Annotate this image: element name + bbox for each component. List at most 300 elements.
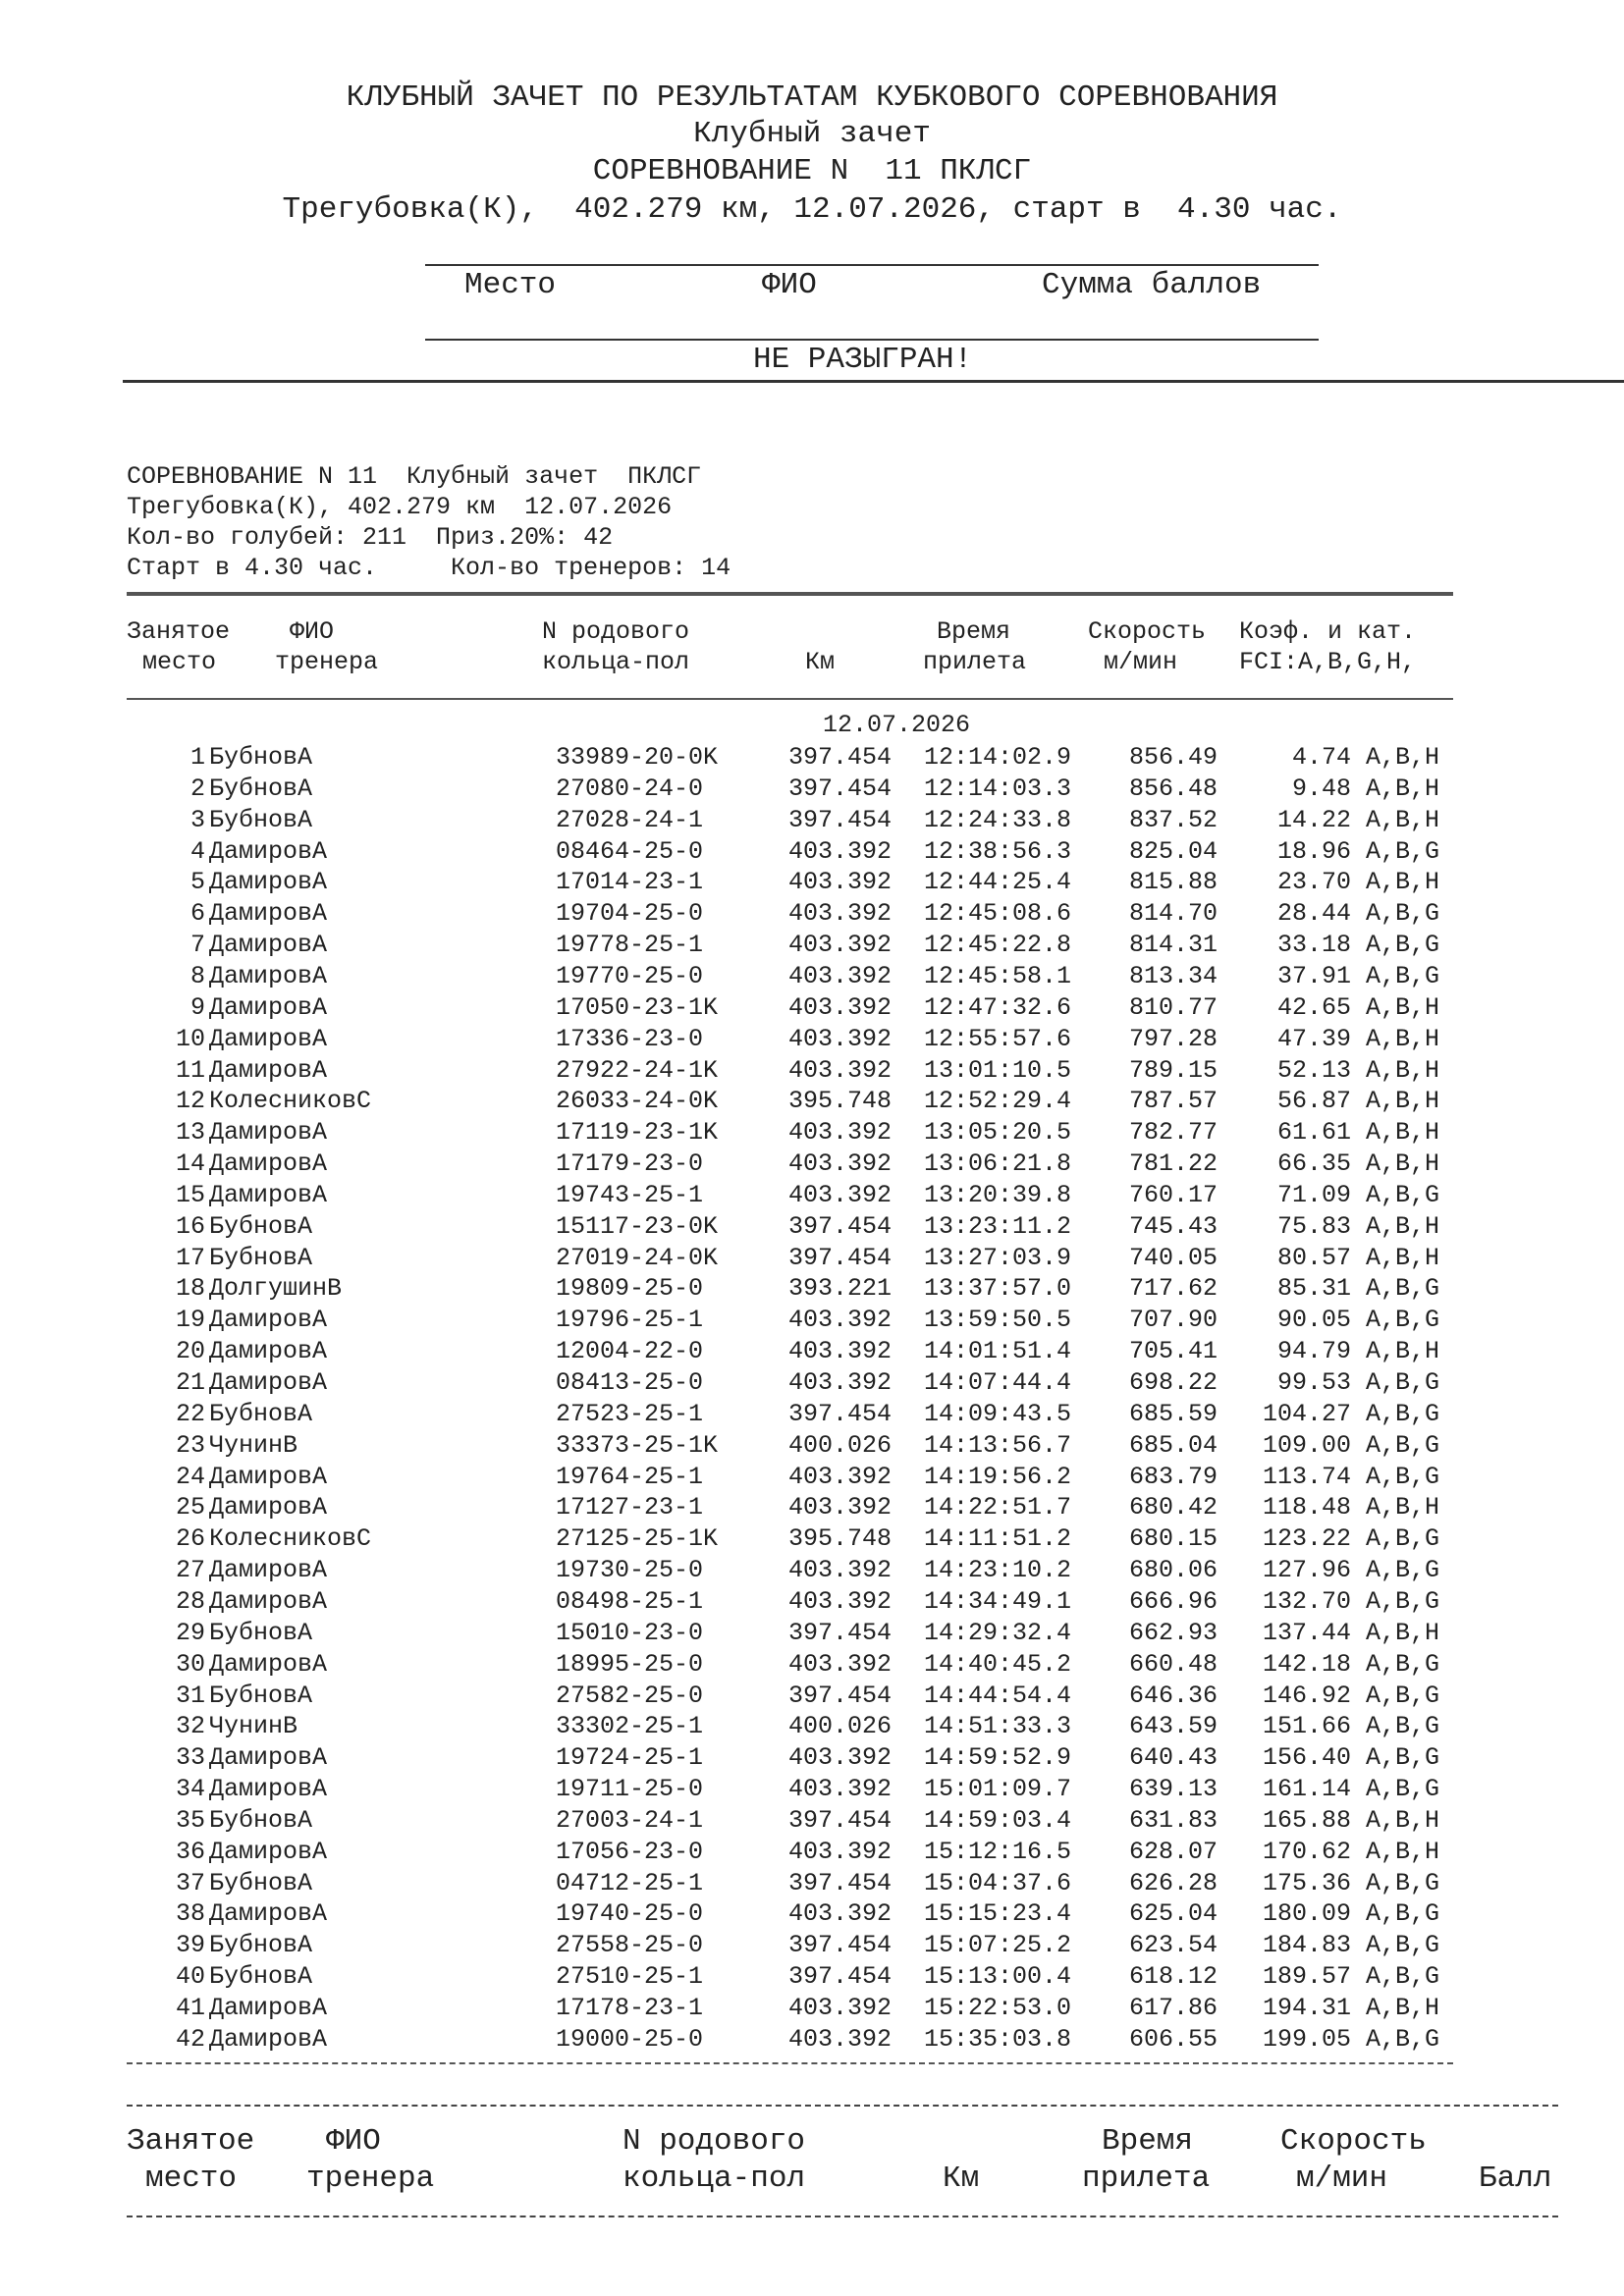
row-trainer: ДамировА xyxy=(209,1743,328,1773)
table-row xyxy=(0,1586,1624,1618)
row-time: 15:01:09.7 xyxy=(924,1775,1072,1804)
row-ring: 27019-24-0K xyxy=(556,1243,719,1272)
row-ring: 17179-23-0 xyxy=(556,1149,704,1179)
row-coef: 4.74 xyxy=(1291,743,1351,772)
competition-details: Трегубовка(К), 402.279 км, 12.07.2026, старт в 4.30 час. xyxy=(282,192,1342,227)
row-category: A,B,H xyxy=(1366,1837,1440,1866)
row-speed: 680.06 xyxy=(1128,1556,1218,1585)
info-competition: СОРЕВНОВАНИЕ N 11 Клубный зачет ПКЛСГ xyxy=(127,462,702,491)
row-place: 29 xyxy=(175,1618,205,1647)
row-place: 24 xyxy=(175,1462,205,1491)
row-place: 20 xyxy=(175,1337,205,1366)
table-row xyxy=(0,1211,1624,1243)
row-category: A,B,G xyxy=(1366,961,1440,990)
row-km: 393.221 xyxy=(788,1274,893,1304)
row-place: 15 xyxy=(175,1180,205,1209)
row-category: A,B,G xyxy=(1366,1743,1440,1773)
row-category: A,B,H xyxy=(1366,1805,1440,1835)
row-speed: 646.36 xyxy=(1128,1681,1218,1710)
row-category: A,B,H xyxy=(1366,1994,1440,2022)
row-place: 28 xyxy=(175,1586,205,1616)
row-time: 14:23:10.2 xyxy=(924,1556,1072,1585)
footer-rule-bottom xyxy=(127,2216,1558,2219)
row-speed: 856.48 xyxy=(1128,774,1218,803)
row-km: 403.392 xyxy=(788,1055,893,1085)
row-coef: 165.88 xyxy=(1262,1805,1351,1835)
row-place: 35 xyxy=(175,1805,205,1835)
row-trainer: ДамировА xyxy=(209,899,328,929)
row-ring: 27510-25-1 xyxy=(556,1962,704,1992)
th-coef-1: Коэф. и кат. xyxy=(1239,617,1417,646)
row-km: 403.392 xyxy=(788,1556,893,1585)
row-ring: 19743-25-1 xyxy=(556,1180,704,1209)
row-km: 403.392 xyxy=(788,1149,893,1179)
row-ring: 19740-25-0 xyxy=(556,1899,704,1929)
row-ring: 27558-25-0 xyxy=(556,1931,704,1960)
table-row xyxy=(0,2024,1624,2056)
row-ring: 15117-23-0K xyxy=(556,1211,719,1241)
row-speed: 618.12 xyxy=(1128,1962,1218,1992)
th-speed-2: м/мин xyxy=(1104,648,1178,676)
th-speed-1: Скорость xyxy=(1088,617,1207,646)
row-ring: 33373-25-1K xyxy=(556,1430,719,1460)
row-time: 15:22:53.0 xyxy=(924,1994,1072,2022)
table-row xyxy=(0,1305,1624,1336)
row-trainer: БубновА xyxy=(209,774,313,803)
row-category: A,B,G xyxy=(1366,1586,1440,1616)
row-coef: 156.40 xyxy=(1262,1743,1351,1773)
header-rule-top xyxy=(425,264,1319,266)
fh-km: Км xyxy=(943,2162,980,2196)
fh-name-2: тренера xyxy=(306,2162,435,2196)
row-speed: 837.52 xyxy=(1128,805,1218,834)
row-speed: 825.04 xyxy=(1128,836,1218,866)
row-time: 14:22:51.7 xyxy=(924,1493,1072,1522)
row-time: 12:45:08.6 xyxy=(924,899,1072,929)
row-time: 13:27:03.9 xyxy=(924,1243,1072,1272)
row-coef: 161.14 xyxy=(1262,1775,1351,1804)
table-row xyxy=(0,961,1624,992)
row-trainer: БубновА xyxy=(209,1399,313,1428)
row-km: 395.748 xyxy=(788,1524,893,1554)
row-ring: 08498-25-1 xyxy=(556,1586,704,1616)
row-km: 403.392 xyxy=(788,1899,893,1929)
row-trainer: ДамировА xyxy=(209,1055,328,1085)
col-place-label: Место xyxy=(464,268,557,302)
row-km: 397.454 xyxy=(788,1399,893,1428)
table-row xyxy=(0,898,1624,930)
row-category: A,B,G xyxy=(1366,1681,1440,1710)
row-place: 42 xyxy=(175,2024,205,2054)
row-trainer: ДамировА xyxy=(209,1586,328,1616)
row-category: A,B,G xyxy=(1366,1649,1440,1679)
row-km: 403.392 xyxy=(788,1306,893,1335)
table-row xyxy=(0,867,1624,898)
row-coef: 52.13 xyxy=(1276,1055,1351,1085)
table-row xyxy=(0,1430,1624,1462)
row-speed: 781.22 xyxy=(1128,1149,1218,1179)
table-row xyxy=(0,1711,1624,1742)
row-ring: 17178-23-1 xyxy=(556,1994,704,2022)
row-category: A,B,H xyxy=(1366,1024,1440,1053)
row-trainer: ДамировА xyxy=(209,1462,328,1491)
row-ring: 19711-25-0 xyxy=(556,1775,704,1804)
row-ring: 19704-25-0 xyxy=(556,899,704,929)
fh-place-2: место xyxy=(145,2162,238,2196)
table-row xyxy=(0,1681,1624,1712)
row-km: 403.392 xyxy=(788,961,893,990)
row-category: A,B,H xyxy=(1366,1149,1440,1179)
row-trainer: БубновА xyxy=(209,1868,313,1897)
row-time: 14:01:51.4 xyxy=(924,1337,1072,1366)
table-row xyxy=(0,992,1624,1024)
row-speed: 707.90 xyxy=(1128,1306,1218,1335)
th-place-2: место xyxy=(142,648,217,676)
row-coef: 61.61 xyxy=(1276,1118,1351,1148)
row-speed: 787.57 xyxy=(1128,1087,1218,1116)
row-trainer: ДамировА xyxy=(209,992,328,1022)
row-category: A,B,H xyxy=(1366,1055,1440,1085)
th-name-2: тренера xyxy=(275,648,379,676)
row-time: 14:59:03.4 xyxy=(924,1805,1072,1835)
row-time: 13:05:20.5 xyxy=(924,1118,1072,1148)
row-km: 403.392 xyxy=(788,1493,893,1522)
row-category: A,B,H xyxy=(1366,1337,1440,1366)
row-category: A,B,G xyxy=(1366,931,1440,960)
row-time: 14:07:44.4 xyxy=(924,1368,1072,1397)
row-coef: 109.00 xyxy=(1262,1430,1351,1460)
th-time-2: прилета xyxy=(923,648,1027,676)
row-trainer: ДамировА xyxy=(209,1556,328,1585)
row-trainer: БубновА xyxy=(209,1931,313,1960)
row-km: 403.392 xyxy=(788,1462,893,1491)
row-time: 13:23:11.2 xyxy=(924,1211,1072,1241)
row-trainer: БубновА xyxy=(209,1243,313,1272)
row-coef: 118.48 xyxy=(1262,1493,1351,1522)
row-coef: 184.83 xyxy=(1262,1931,1351,1960)
row-coef: 80.57 xyxy=(1276,1243,1351,1272)
row-time: 15:12:16.5 xyxy=(924,1837,1072,1866)
row-coef: 85.31 xyxy=(1276,1274,1351,1304)
table-rule-header xyxy=(127,698,1453,700)
info-start: Старт в 4.30 час. Кол-во тренеров: 14 xyxy=(127,554,731,582)
status-label: НЕ РАЗЫГРАН! xyxy=(753,343,973,377)
table-row xyxy=(0,1273,1624,1305)
row-km: 403.392 xyxy=(788,836,893,866)
row-category: A,B,G xyxy=(1366,1462,1440,1491)
row-time: 12:24:33.8 xyxy=(924,805,1072,834)
row-trainer: ДамировА xyxy=(209,1649,328,1679)
row-speed: 814.31 xyxy=(1128,931,1218,960)
row-km: 403.392 xyxy=(788,1024,893,1053)
row-ring: 19809-25-0 xyxy=(556,1274,704,1304)
row-ring: 33302-25-1 xyxy=(556,1712,704,1741)
row-speed: 717.62 xyxy=(1128,1274,1218,1304)
footer-rule-top xyxy=(127,2105,1558,2109)
row-speed: 740.05 xyxy=(1128,1243,1218,1272)
row-speed: 628.07 xyxy=(1128,1837,1218,1866)
row-place: 26 xyxy=(175,1524,205,1554)
row-coef: 132.70 xyxy=(1262,1586,1351,1616)
row-place: 12 xyxy=(175,1087,205,1116)
row-category: A,B,G xyxy=(1366,1868,1440,1897)
table-row xyxy=(0,1399,1624,1430)
fh-ring-1: N родового xyxy=(623,2124,806,2159)
fh-speed-2: м/мин xyxy=(1296,2162,1388,2196)
th-name-1: ФИО xyxy=(290,617,335,646)
row-time: 14:29:32.4 xyxy=(924,1618,1072,1647)
row-km: 400.026 xyxy=(788,1712,893,1741)
row-coef: 123.22 xyxy=(1262,1524,1351,1554)
row-trainer: БубновА xyxy=(209,1211,313,1241)
row-place: 19 xyxy=(175,1306,205,1335)
row-trainer: ДамировА xyxy=(209,1180,328,1209)
row-coef: 14.22 xyxy=(1276,805,1351,834)
row-km: 397.454 xyxy=(788,1931,893,1960)
row-speed: 680.15 xyxy=(1128,1524,1218,1554)
row-ring: 33989-20-0K xyxy=(556,743,719,772)
row-category: A,B,G xyxy=(1366,899,1440,929)
row-coef: 66.35 xyxy=(1276,1149,1351,1179)
row-speed: 705.41 xyxy=(1128,1337,1218,1366)
row-speed: 643.59 xyxy=(1128,1712,1218,1741)
row-coef: 9.48 xyxy=(1291,774,1351,803)
fh-points: Балл xyxy=(1479,2162,1552,2196)
row-place: 4 xyxy=(189,836,205,866)
table-rule-top xyxy=(127,592,1453,596)
row-speed: 662.93 xyxy=(1128,1618,1218,1647)
row-category: A,B,H xyxy=(1366,1087,1440,1116)
row-speed: 698.22 xyxy=(1128,1368,1218,1397)
row-trainer: ДамировА xyxy=(209,1837,328,1866)
table-row xyxy=(0,836,1624,868)
row-time: 13:20:39.8 xyxy=(924,1180,1072,1209)
table-row xyxy=(0,1117,1624,1148)
row-trainer: ДамировА xyxy=(209,931,328,960)
row-time: 15:35:03.8 xyxy=(924,2024,1072,2054)
table-row xyxy=(0,774,1624,805)
row-speed: 606.55 xyxy=(1128,2024,1218,2054)
row-km: 403.392 xyxy=(788,1649,893,1679)
row-place: 21 xyxy=(175,1368,205,1397)
row-speed: 745.43 xyxy=(1128,1211,1218,1241)
row-speed: 617.86 xyxy=(1128,1994,1218,2022)
row-speed: 814.70 xyxy=(1128,899,1218,929)
row-trainer: ЧунинВ xyxy=(209,1712,298,1741)
row-speed: 789.15 xyxy=(1128,1055,1218,1085)
row-category: A,B,G xyxy=(1366,1180,1440,1209)
row-coef: 199.05 xyxy=(1262,2024,1351,2054)
table-row xyxy=(0,742,1624,774)
row-time: 15:04:37.6 xyxy=(924,1868,1072,1897)
row-time: 15:15:23.4 xyxy=(924,1899,1072,1929)
row-trainer: КолесниковС xyxy=(209,1087,372,1116)
row-km: 403.392 xyxy=(788,1368,893,1397)
table-row xyxy=(0,1148,1624,1180)
row-category: A,B,G xyxy=(1366,1306,1440,1335)
row-speed: 685.04 xyxy=(1128,1430,1218,1460)
table-row xyxy=(0,1961,1624,1993)
row-ring: 19730-25-0 xyxy=(556,1556,704,1585)
row-place: 6 xyxy=(189,899,205,929)
row-category: A,B,G xyxy=(1366,1399,1440,1428)
row-km: 400.026 xyxy=(788,1430,893,1460)
table-row xyxy=(0,1492,1624,1523)
competition-title: СОРЕВНОВАНИЕ N 11 ПКЛСГ xyxy=(592,154,1032,188)
row-trainer: ДамировА xyxy=(209,1118,328,1148)
table-row xyxy=(0,805,1624,836)
table-row xyxy=(0,1055,1624,1087)
row-category: A,B,H xyxy=(1366,743,1440,772)
row-category: A,B,G xyxy=(1366,1962,1440,1992)
row-speed: 660.48 xyxy=(1128,1649,1218,1679)
row-km: 397.454 xyxy=(788,743,893,772)
fh-name-1: ФИО xyxy=(326,2124,381,2159)
row-km: 403.392 xyxy=(788,899,893,929)
table-row xyxy=(0,1086,1624,1117)
row-coef: 18.96 xyxy=(1276,836,1351,866)
row-place: 16 xyxy=(175,1211,205,1241)
row-trainer: БубновА xyxy=(209,1805,313,1835)
row-coef: 127.96 xyxy=(1262,1556,1351,1585)
row-coef: 94.79 xyxy=(1276,1337,1351,1366)
row-place: 39 xyxy=(175,1931,205,1960)
row-trainer: ДамировА xyxy=(209,1899,328,1929)
row-coef: 104.27 xyxy=(1262,1399,1351,1428)
row-category: A,B,G xyxy=(1366,1775,1440,1804)
row-place: 7 xyxy=(189,931,205,960)
row-speed: 680.42 xyxy=(1128,1493,1218,1522)
table-row xyxy=(0,1774,1624,1805)
row-category: A,B,G xyxy=(1366,1556,1440,1585)
row-place: 32 xyxy=(175,1712,205,1741)
row-place: 14 xyxy=(175,1149,205,1179)
row-km: 403.392 xyxy=(788,2024,893,2054)
row-category: A,B,G xyxy=(1366,836,1440,866)
row-time: 14:34:49.1 xyxy=(924,1586,1072,1616)
row-ring: 27582-25-0 xyxy=(556,1681,704,1710)
row-coef: 56.87 xyxy=(1276,1087,1351,1116)
row-time: 12:45:58.1 xyxy=(924,961,1072,990)
row-speed: 639.13 xyxy=(1128,1775,1218,1804)
row-time: 14:13:56.7 xyxy=(924,1430,1072,1460)
row-category: A,B,G xyxy=(1366,1524,1440,1554)
row-coef: 23.70 xyxy=(1276,868,1351,897)
row-speed: 760.17 xyxy=(1128,1180,1218,1209)
row-time: 12:38:56.3 xyxy=(924,836,1072,866)
row-ring: 27125-25-1K xyxy=(556,1524,719,1554)
row-ring: 27523-25-1 xyxy=(556,1399,704,1428)
row-trainer: БубновА xyxy=(209,1618,313,1647)
row-ring: 17127-23-1 xyxy=(556,1493,704,1522)
row-place: 9 xyxy=(189,992,205,1022)
row-place: 25 xyxy=(175,1493,205,1522)
row-trainer: БубновА xyxy=(209,805,313,834)
row-coef: 180.09 xyxy=(1262,1899,1351,1929)
row-category: A,B,H xyxy=(1366,805,1440,834)
fh-time-1: Время xyxy=(1102,2124,1194,2159)
row-km: 395.748 xyxy=(788,1087,893,1116)
row-ring: 17119-23-1K xyxy=(556,1118,719,1148)
row-place: 22 xyxy=(175,1399,205,1428)
row-coef: 75.83 xyxy=(1276,1211,1351,1241)
row-coef: 175.36 xyxy=(1262,1868,1351,1897)
row-category: A,B,G xyxy=(1366,1274,1440,1304)
row-ring: 26033-24-0K xyxy=(556,1087,719,1116)
row-time: 13:01:10.5 xyxy=(924,1055,1072,1085)
row-category: A,B,H xyxy=(1366,774,1440,803)
row-km: 403.392 xyxy=(788,868,893,897)
table-rule-bottom xyxy=(127,2062,1453,2066)
row-ring: 27028-24-1 xyxy=(556,805,704,834)
row-place: 23 xyxy=(175,1430,205,1460)
row-trainer: ДамировА xyxy=(209,1024,328,1053)
col-name-label: ФИО xyxy=(762,268,817,302)
row-speed: 782.77 xyxy=(1128,1118,1218,1148)
row-trainer: ДамировА xyxy=(209,961,328,990)
row-km: 397.454 xyxy=(788,774,893,803)
row-speed: 685.59 xyxy=(1128,1399,1218,1428)
date-label: 12.07.2026 xyxy=(823,711,971,739)
th-place-1: Занятое xyxy=(127,617,231,646)
row-coef: 37.91 xyxy=(1276,961,1351,990)
row-place: 2 xyxy=(189,774,205,803)
row-coef: 90.05 xyxy=(1276,1306,1351,1335)
row-ring: 19796-25-1 xyxy=(556,1306,704,1335)
th-km: Км xyxy=(805,648,836,676)
row-place: 38 xyxy=(175,1899,205,1929)
row-place: 5 xyxy=(189,868,205,897)
fh-speed-1: Скорость xyxy=(1280,2124,1427,2159)
row-ring: 17014-23-1 xyxy=(556,868,704,897)
row-category: A,B,H xyxy=(1366,992,1440,1022)
row-place: 17 xyxy=(175,1243,205,1272)
row-category: A,B,H xyxy=(1366,1243,1440,1272)
row-km: 397.454 xyxy=(788,1868,893,1897)
row-km: 397.454 xyxy=(788,1618,893,1647)
row-speed: 810.77 xyxy=(1128,992,1218,1022)
row-place: 41 xyxy=(175,1994,205,2022)
row-time: 14:40:45.2 xyxy=(924,1649,1072,1679)
row-ring: 04712-25-1 xyxy=(556,1868,704,1897)
table-row xyxy=(0,1367,1624,1399)
row-coef: 47.39 xyxy=(1276,1024,1351,1053)
row-time: 12:52:29.4 xyxy=(924,1087,1072,1116)
row-speed: 626.28 xyxy=(1128,1868,1218,1897)
row-category: A,B,H xyxy=(1366,1618,1440,1647)
row-coef: 146.92 xyxy=(1262,1681,1351,1710)
row-category: A,B,H xyxy=(1366,1118,1440,1148)
row-km: 403.392 xyxy=(788,1994,893,2022)
row-category: A,B,G xyxy=(1366,1712,1440,1741)
row-time: 12:44:25.4 xyxy=(924,868,1072,897)
row-trainer: БубновА xyxy=(209,743,313,772)
row-place: 33 xyxy=(175,1743,205,1773)
table-row xyxy=(0,1336,1624,1367)
row-coef: 33.18 xyxy=(1276,931,1351,960)
table-row xyxy=(0,1837,1624,1868)
row-place: 11 xyxy=(175,1055,205,1085)
row-category: A,B,H xyxy=(1366,1211,1440,1241)
row-speed: 640.43 xyxy=(1128,1743,1218,1773)
row-category: A,B,G xyxy=(1366,1899,1440,1929)
row-time: 14:51:33.3 xyxy=(924,1712,1072,1741)
table-row xyxy=(0,1180,1624,1211)
row-place: 8 xyxy=(189,961,205,990)
row-place: 1 xyxy=(189,743,205,772)
row-trainer: ДамировА xyxy=(209,2024,328,2054)
table-row xyxy=(0,1523,1624,1555)
